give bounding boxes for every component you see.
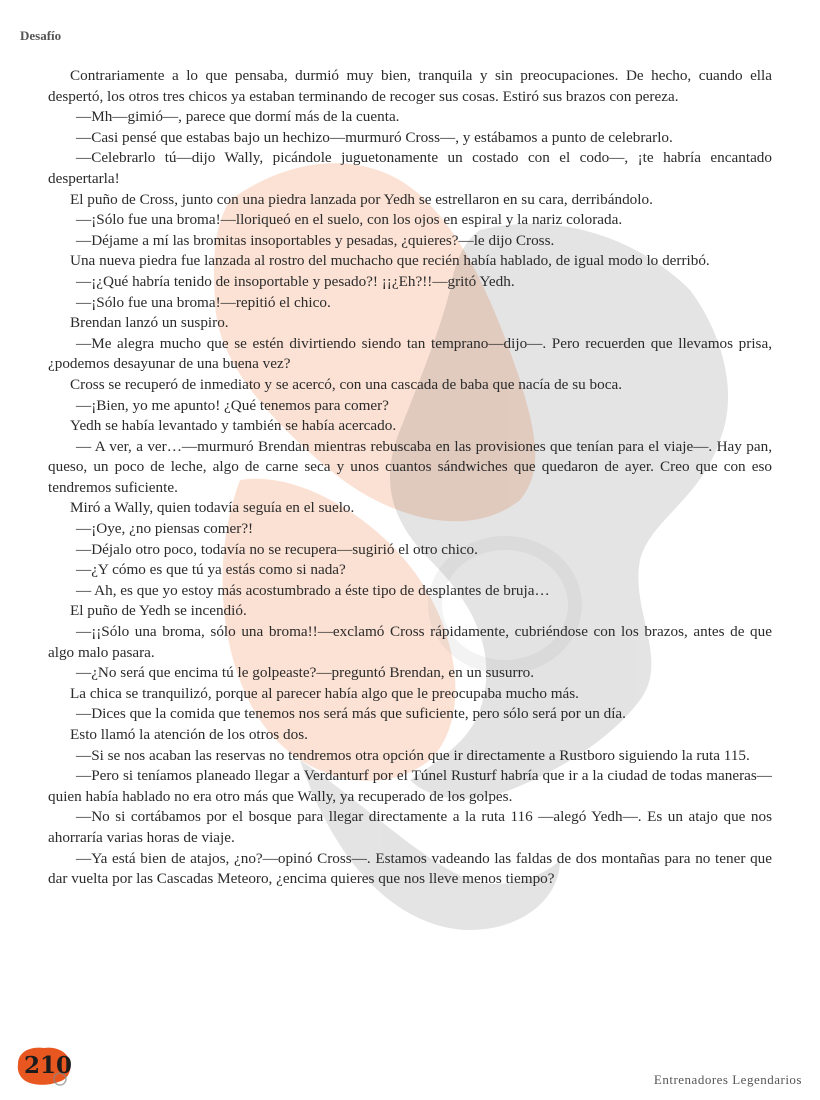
paragraph: —Si se nos acaban las reservas no tendremos otra opción que ir directamente a Rustboro siguiendo la ruta 115. [76,746,750,764]
page-number-badge [14,1040,78,1088]
paragraph: —¡Bien, yo me apunto! ¿Qué tenemos para comer? [76,396,389,414]
paragraph: —Déjalo otro poco, todavía no se recupera—sugirió el otro chico. [76,540,478,558]
paragraph: —¡Oye, ¿no piensas comer?! [76,520,254,538]
paragraph: —¿Y cómo es que tú ya estás como si nada? [76,561,346,579]
paragraph: —No si cortábamos por el bosque para llegar directamente a la ruta 116 —alegó Yedh—. Es un atajo que nos ahorraría varias horas de viaje. [48,808,772,846]
paragraph: —¡Sólo fue una broma!—lloriqueó en el suelo, con los ojos en espiral y la nariz colorada. [76,211,623,229]
paragraph: —¿No será que encima tú le golpeaste?—preguntó Brendan, en un susurro. [76,664,535,682]
paragraph: —Celebrarlo tú—dijo Wally, picándole juguetonamente un costado con el codo—, ¡te habría encantado despertarla! [48,149,772,187]
paragraph: El puño de Yedh se incendió. [70,602,247,620]
section-header: Desafío [20,28,62,43]
paragraph: —¡¿Qué habría tenido de insoportable y pesado?! ¡¡¿Eh?!!—gritó Yedh. [76,272,515,290]
paragraph: —¡¡Sólo una broma, sólo una broma!!—exclamó Cross rápidamente, cubriéndose con los brazos, antes de que algo malo pasara. [48,623,772,661]
paragraph: —Pero si teníamos planeado llegar a Verdanturf por el Túnel Rusturf habría que ir a la ciudad de todas maneras—quien había hablado no era otro más que Wally, ya recuperado de los golpes. [48,767,772,805]
paragraph: Cross se recuperó de inmediato y se acercó, con una cascada de baba que nacía de su boca. [70,375,622,393]
book-title-footer: Entrenadores Legendarios [653,1072,802,1087]
paragraph: El puño de Cross, junto con una piedra lanzada por Yedh se estrellaron en su cara, derribándolo. [70,190,653,208]
paragraph: Contrariamente a lo que pensaba, durmió muy bien, tranquila y sin preocupaciones. De hecho, cuando ella despertó, los otros tres chicos ya estaban terminando de recoger sus cosas. Estiró sus brazos con pereza. [48,67,772,105]
paragraph: — Ah, es que yo estoy más acostumbrado a éste tipo de desplantes de bruja… [76,581,550,599]
paragraph: —Casi pensé que estabas bajo un hechizo—murmuró Cross—, y estábamos a punto de celebrarlo. [76,128,673,146]
paragraph: La chica se tranquilizó, porque al parecer había algo que le preocupaba mucho más. [70,684,579,702]
paragraph: Esto llamó la atención de los otros dos. [70,726,308,743]
paragraph: Brendan lanzó un suspiro. [70,314,229,332]
paragraph: —Dices que la comida que tenemos nos será más que suficiente, pero sólo será por un día. [76,705,626,723]
page-number: 210 [24,1052,73,1079]
paragraph: —Me alegra mucho que se estén divirtiendo siendo tan temprano—dijo—. Pero recuerden que llevamos prisa, ¿podemos desayunar de una buena vez? [48,334,772,373]
paragraph: Miró a Wally, quien todavía seguía en el suelo. [70,499,355,517]
paragraph: —Ya está bien de atajos, ¿no?—opinó Cross—. Estamos vadeando las faldas de dos montañas para no tener que dar vuelta por las Cascadas Meteoro, ¿encima quieres que nos lleve menos tiempo? [48,849,772,888]
paragraph: Yedh se había levantado y también se había acercado. [70,417,397,435]
paragraph: —¡Sólo fue una broma!—repitió el chico. [76,293,331,311]
paragraph: —Déjame a mí las bromitas insoportables y pesadas, ¿quieres?—le dijo Cross. [76,231,555,249]
paragraph: Una nueva piedra fue lanzada al rostro del muchacho que recién había hablado, de igual modo lo derribó. [70,252,710,270]
paragraph: — A ver, a ver…—murmuró Brendan mientras rebuscaba en las provisiones que tenían para el viaje—. Hay pan, queso, un poco de leche, algo de carne seca y unos cuantos sándwiches que quedaron de ayer. Creo que con eso tendremos suficiente. [48,437,772,496]
paragraph: —Mh—gimió—, parece que dormí más de la cuenta. [76,108,400,126]
body-text [48,66,772,890]
